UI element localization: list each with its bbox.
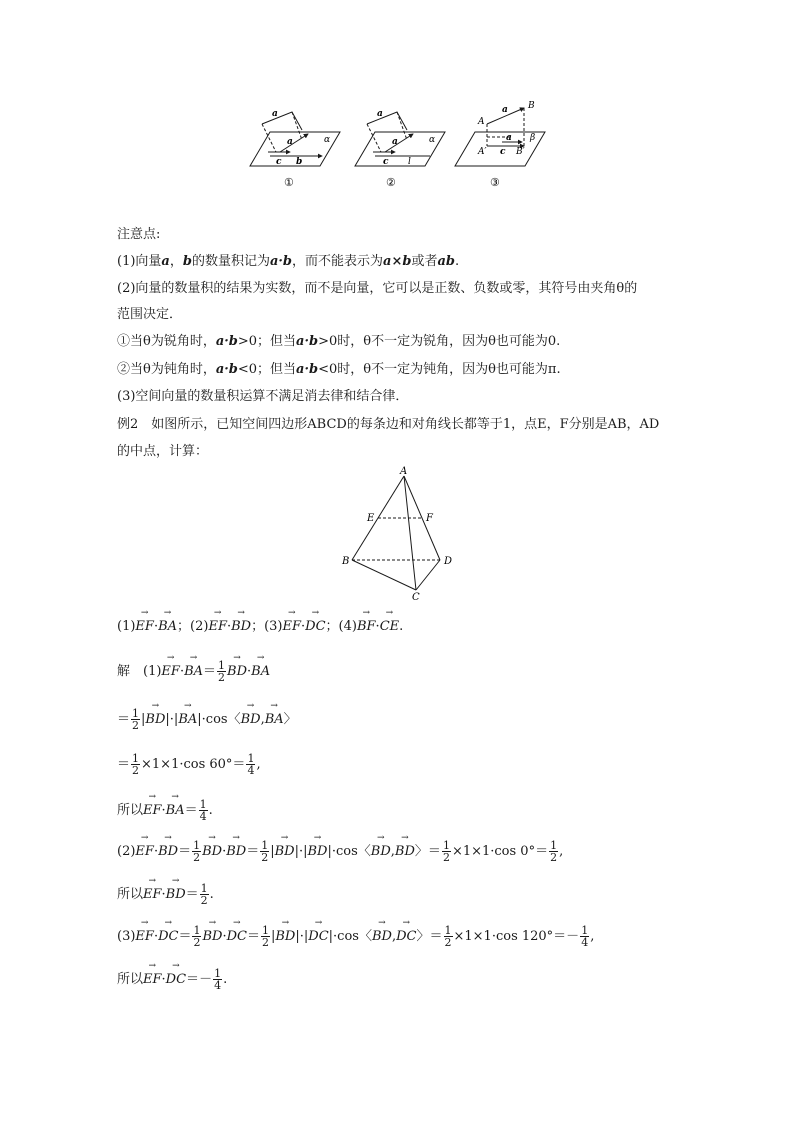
note-5: (3)空间向量的数量积运算不满足消去律和结合律． (117, 389, 409, 404)
fig3-B: B (528, 101, 535, 111)
solution-3-result: 所以→ EF·→ DC＝－ $\frac{1}{4}$ . (117, 968, 227, 991)
tetra-A: A (400, 466, 408, 477)
solution-1-line-1: 解 (1)→ EF·→ BA＝ $\frac{1}{2}$ → BD·→ BA (117, 660, 270, 683)
questions-line: (1)→ EF·→ BA；(2)→ EF·→ BD；(3)→ EF·→ DC；(4)→ BF·→ CE. (117, 619, 403, 635)
fig2-a-top: a (377, 109, 383, 119)
tetrahedron-figure (336, 464, 466, 604)
fraction-half: $\frac{1}{2}$ (218, 659, 226, 684)
solution-2-line: (2)→ EF·→ BD＝ $\frac{1}{2}$ → BD·→ BD＝ $\frac{1}{2}$ |→ BD|·|→ BD|·cos〈→ BD,→ BD〉＝ $\frac{1}{2}$ ×1×1·cos 0°＝ $\frac{1}{2}$ , (117, 840, 563, 863)
figure-3 (455, 101, 545, 189)
note-2b: 范围决定． (117, 307, 183, 322)
fig3-Bp: B′ (516, 147, 525, 157)
solution-2-result: 所以→ EF·→ BD＝ $\frac{1}{2}$ . (117, 883, 214, 906)
tetra-C: C (412, 592, 420, 603)
figure-1 (250, 109, 340, 189)
tetra-F: F (426, 513, 433, 524)
fig1-b: b (296, 157, 303, 167)
fig2-caption: ② (386, 176, 396, 189)
solution-1-line-3: ＝ $\frac{1}{2}$ ×1×1·cos 60°＝ $\frac{1}{4}$ , (117, 752, 261, 777)
tetra-D: D (444, 556, 453, 567)
fig2-c: c (383, 157, 389, 167)
fig2-a-plane: a (392, 137, 398, 147)
fig1-alpha: α (324, 135, 331, 145)
note-1: (1)向量a，b的数量积记为a·b，而不能表示为a×b或者ab. (117, 254, 460, 269)
solution-1-line-2: ＝ $\frac{1}{2}$ |→ BD|·|→ BA|·cos〈→ BD,→ BA〉 (117, 708, 297, 731)
note-4: ②当θ为钝角时，a·b<0；但当a·b<0时，θ不一定为钝角，因为θ也可能为π. (117, 362, 561, 377)
fig1-c: c (276, 157, 282, 167)
fig3-Ap: A′ (478, 147, 487, 157)
fig3-caption: ③ (490, 176, 500, 189)
tetra-B: B (342, 556, 350, 567)
fig2-alpha: α (429, 135, 436, 145)
fig1-a-plane: a (287, 137, 293, 147)
fig3-a-plane: a (506, 133, 512, 143)
note-2a: (2)向量的数量积的结果为实数，而不是向量，它可以是正数、负数或零，其符号由夹角θ的 (117, 281, 638, 296)
fig3-A: A (478, 117, 485, 127)
notes-heading: 注意点: (117, 227, 161, 242)
fig3-a-top: a (502, 105, 508, 115)
fig1-a-top: a (272, 109, 278, 119)
tetra-E: E (367, 513, 375, 524)
solution-3-line: (3)→ EF·→ DC＝ $\frac{1}{2}$ → BD·→ DC＝ $\frac{1}{2}$ |→ BD|·|→ DC|·cos〈→ BD,→ DC〉＝ $\frac{1}{2}$ ×1×1·cos 120°＝－ $\frac{1}{4}$ , (117, 925, 594, 948)
fig3-c: c (500, 147, 506, 157)
fig3-beta: β (530, 133, 536, 143)
example-line-1: 例2 如图所示，已知空间四边形ABCD的每条边和对角线长都等于1，点E，F分别是AB，AD (117, 417, 660, 432)
note-3: ①当θ为锐角时，a·b>0；但当a·b>0时，θ不一定为锐角，因为θ也可能为0. (117, 334, 561, 349)
plane-figures (240, 100, 560, 192)
fig1-caption: ① (284, 176, 294, 189)
solution-1-result: 所以→ EF·→ BA＝ $\frac{1}{4}$ . (117, 799, 213, 822)
example-line-2: 的中点，计算： (117, 444, 209, 459)
fig2-l: l (408, 157, 411, 167)
figure-2 (355, 109, 445, 189)
